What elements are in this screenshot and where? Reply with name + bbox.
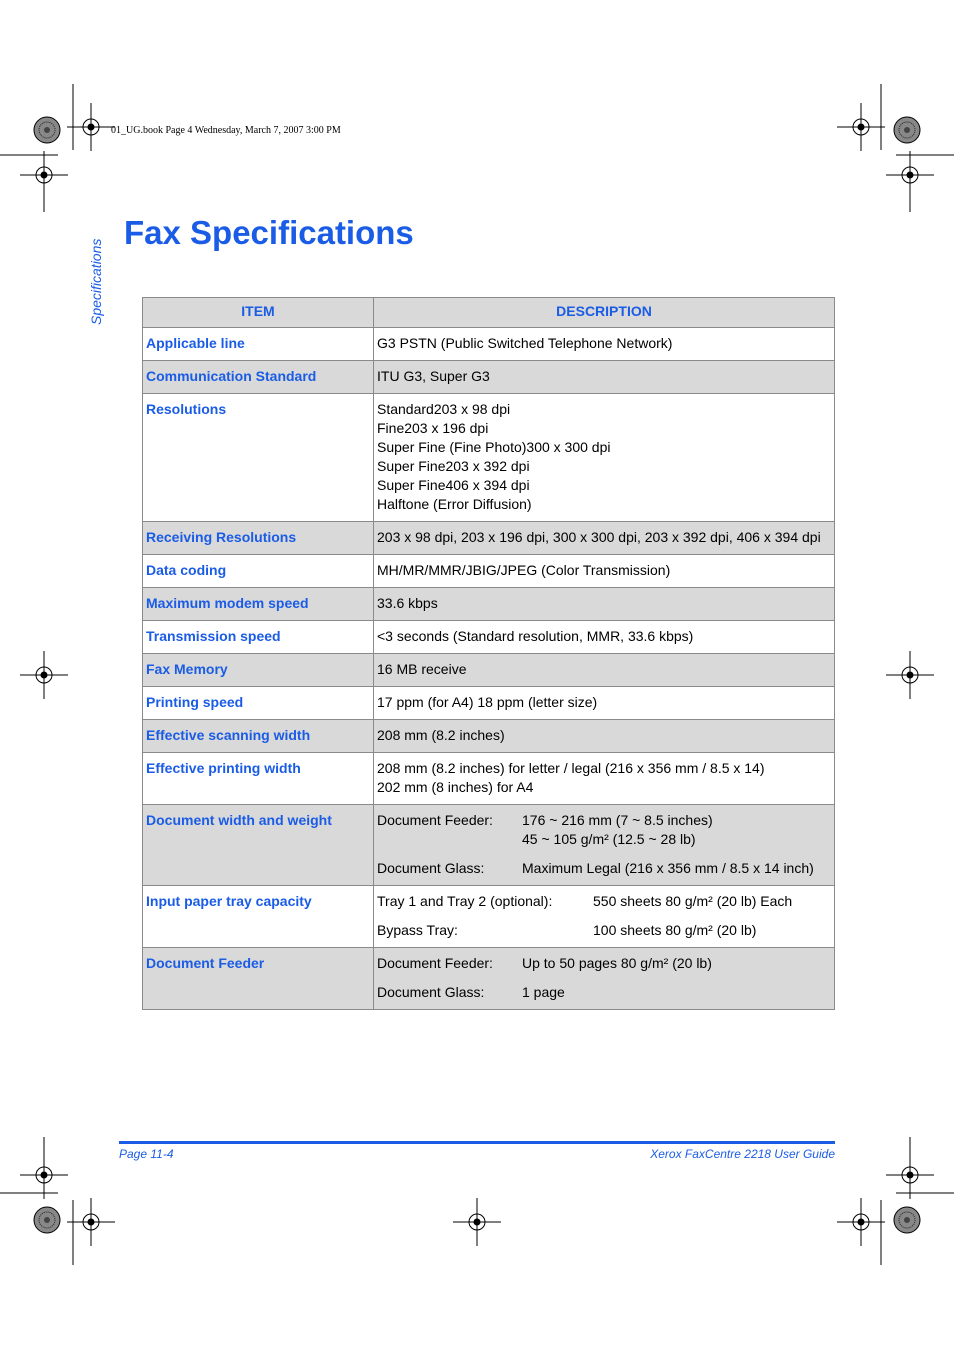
description-line: 208 mm (8.2 inches) for letter / legal (216 x 356 mm / 8.5 x 14) (377, 760, 765, 776)
spec-item-label: Communication Standard (143, 361, 374, 394)
subentry-value: 45 ~ 105 g/m² (12.5 ~ 28 lb) (522, 831, 696, 847)
subentry-value: 1 page (522, 984, 565, 1000)
description-line: Super Fine (Fine Photo)300 x 300 dpi (377, 439, 611, 455)
description-line: 203 x 98 dpi, 203 x 196 dpi, 300 x 300 dpi, 203 x 392 dpi, 406 x 394 dpi (377, 529, 821, 545)
spec-item-label: Resolutions (143, 394, 374, 522)
spec-description (374, 588, 835, 621)
description-line: Fine203 x 196 dpi (377, 420, 489, 436)
subentry-values (522, 983, 565, 1002)
table-row (143, 720, 835, 753)
subentry-values (522, 954, 712, 973)
spec-description (374, 886, 835, 948)
table-row (143, 621, 835, 654)
table-body (143, 328, 835, 1010)
subentry-label: Bypass Tray: (377, 922, 458, 938)
spec-item-label: Document Feeder (143, 948, 374, 1010)
description-line: Standard203 x 98 dpi (377, 401, 511, 417)
column-header-item: ITEM (143, 298, 374, 328)
spec-item-label: Printing speed (143, 687, 374, 720)
table-row (143, 687, 835, 720)
description-line: MH/MR/MMR/JBIG/JPEG (Color Transmission) (377, 562, 671, 578)
spec-description (374, 687, 835, 720)
table-row (143, 805, 835, 886)
description-subentry (377, 954, 831, 973)
book-header: 01_UG.book Page 4 Wednesday, March 7, 2007 3:00 PM (111, 125, 341, 136)
footer-guide-title: Xerox FaxCentre 2218 User Guide (650, 1147, 835, 1161)
spec-description (374, 361, 835, 394)
subentry-values (593, 892, 792, 911)
table-header-row (143, 298, 835, 328)
table-row (143, 361, 835, 394)
subentry-label: Document Glass: (377, 984, 485, 1000)
description-subentry (377, 892, 831, 911)
column-header-description: DESCRIPTION (374, 298, 835, 328)
spec-item-label: Maximum modem speed (143, 588, 374, 621)
subentry-value: 550 sheets 80 g/m² (20 lb) Each (593, 893, 793, 909)
spec-item-label: Input paper tray capacity (143, 886, 374, 948)
description-line: 33.6 kbps (377, 595, 438, 611)
spec-item-label: Transmission speed (143, 621, 374, 654)
subentry-value: 100 sheets 80 g/m² (20 lb) (593, 922, 757, 938)
description-line: <3 seconds (Standard resolution, MMR, 33.6 kbps) (377, 628, 694, 644)
table-row (143, 753, 835, 805)
table-row (143, 948, 835, 1010)
description-line: 208 mm (8.2 inches) (377, 727, 505, 743)
description-subentry (377, 983, 831, 1002)
spec-description (374, 720, 835, 753)
description-line: 17 ppm (for A4) 18 ppm (letter size) (377, 694, 598, 710)
spec-item-label: Fax Memory (143, 654, 374, 687)
spec-description (374, 948, 835, 1010)
description-line: 16 MB receive (377, 661, 467, 677)
subentry-label: Tray 1 and Tray 2 (optional): (377, 893, 553, 909)
table-row (143, 588, 835, 621)
footer-rule (119, 1141, 835, 1144)
subentry-values (522, 859, 814, 878)
side-section-label: Specifications (88, 238, 104, 325)
spec-item-label: Applicable line (143, 328, 374, 361)
subentry-value: Maximum Legal (216 x 356 mm / 8.5 x 14 inch) (522, 860, 814, 876)
table-row (143, 555, 835, 588)
table-row (143, 394, 835, 522)
spec-item-label: Document width and weight (143, 805, 374, 886)
spec-description (374, 555, 835, 588)
subentry-label: Document Glass: (377, 860, 485, 876)
description-subentry (377, 921, 831, 940)
footer-page-number: Page 11-4 (119, 1147, 174, 1161)
description-line: ITU G3, Super G3 (377, 368, 490, 384)
subentry-label: Document Feeder: (377, 812, 493, 828)
description-line: Halftone (Error Diffusion) (377, 496, 532, 512)
spec-description (374, 753, 835, 805)
spec-description (374, 621, 835, 654)
page-title: Fax Specifications (124, 214, 414, 251)
subentry-values (593, 921, 756, 940)
table-row (143, 522, 835, 555)
subentry-value: Up to 50 pages 80 g/m² (20 lb) (522, 955, 712, 971)
description-line: 202 mm (8 inches) for A4 (377, 779, 534, 795)
spec-item-label: Effective scanning width (143, 720, 374, 753)
subentry-values (522, 811, 713, 849)
table-row (143, 328, 835, 361)
spec-description (374, 522, 835, 555)
spec-description (374, 805, 835, 886)
table-row (143, 886, 835, 948)
spec-description (374, 654, 835, 687)
specifications-table (142, 297, 835, 1010)
spec-item-label: Effective printing width (143, 753, 374, 805)
subentry-value: 176 ~ 216 mm (7 ~ 8.5 inches) (522, 812, 713, 828)
description-line: G3 PSTN (Public Switched Telephone Network) (377, 335, 673, 351)
description-subentry (377, 859, 831, 878)
table-row (143, 654, 835, 687)
spec-item-label: Receiving Resolutions (143, 522, 374, 555)
description-line: Super Fine203 x 392 dpi (377, 458, 530, 474)
spec-description (374, 394, 835, 522)
spec-description (374, 328, 835, 361)
spec-item-label: Data coding (143, 555, 374, 588)
subentry-label: Document Feeder: (377, 955, 493, 971)
description-line: Super Fine406 x 394 dpi (377, 477, 530, 493)
description-subentry (377, 811, 831, 849)
